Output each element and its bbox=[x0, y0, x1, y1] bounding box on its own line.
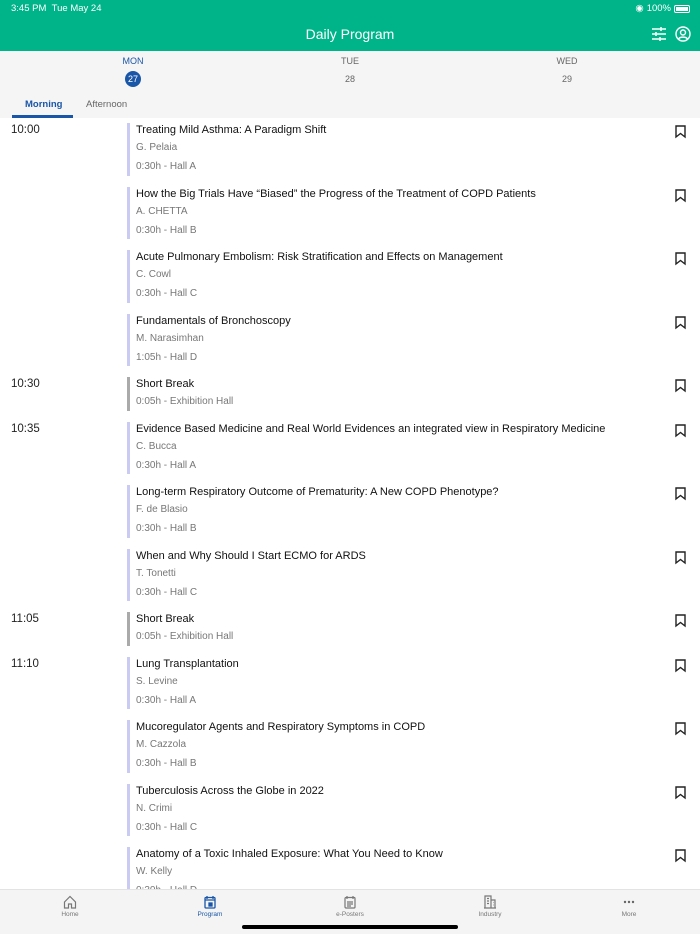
session-color-bar bbox=[127, 250, 130, 303]
session-title: How the Big Trials Have “Biased” the Progress of the Treatment of COPD Patients bbox=[136, 187, 536, 200]
session-color-bar bbox=[127, 485, 130, 538]
session-info: 0:05h - Exhibition Hall bbox=[136, 631, 234, 642]
tab-afternoon[interactable]: Afternoon bbox=[86, 99, 128, 110]
nav-more[interactable] bbox=[599, 895, 659, 918]
session-info: 0:05h - Exhibition Hall bbox=[136, 396, 234, 407]
building-icon bbox=[483, 895, 497, 909]
nav-industry[interactable] bbox=[460, 895, 520, 918]
session-title: Short Break bbox=[136, 378, 195, 390]
session-list[interactable] bbox=[0, 118, 700, 889]
session-title: Long-term Respiratory Outcome of Prematurity: A New COPD Phenotype? bbox=[136, 486, 499, 498]
session-title: Short Break bbox=[136, 613, 195, 625]
nav-label: Industry bbox=[478, 911, 502, 918]
session-title: Acute Pulmonary Embolism: Risk Stratification and Effects on Management bbox=[136, 251, 503, 263]
day-number: 29 bbox=[561, 74, 572, 84]
session-color-bar bbox=[127, 784, 130, 837]
session-title: Treating Mild Asthma: A Paradigm Shift bbox=[136, 124, 327, 136]
session-color-bar bbox=[127, 720, 130, 773]
session-row[interactable] bbox=[0, 245, 700, 309]
day-label: MON bbox=[122, 56, 144, 66]
time-slot: 10:00 bbox=[11, 124, 40, 136]
bottom-nav bbox=[0, 889, 700, 934]
day-selector bbox=[0, 51, 700, 118]
session-speaker: S. Levine bbox=[136, 675, 178, 687]
poster-icon bbox=[343, 895, 357, 909]
nav-home[interactable] bbox=[40, 895, 100, 918]
header-bar bbox=[0, 0, 700, 51]
day-number: 28 bbox=[344, 74, 355, 84]
session-row[interactable] bbox=[0, 309, 700, 373]
session-info: 0:30h - Hall B bbox=[136, 523, 197, 534]
status-right bbox=[635, 3, 690, 14]
session-color-bar bbox=[127, 657, 130, 710]
calendar-icon bbox=[203, 895, 217, 909]
bookmark-icon[interactable] bbox=[675, 316, 686, 329]
session-speaker: F. de Blasio bbox=[136, 504, 188, 515]
bookmark-icon[interactable] bbox=[675, 487, 686, 500]
session-info: 0:30h - Hall B bbox=[136, 224, 197, 236]
session-color-bar bbox=[127, 123, 130, 176]
session-row[interactable] bbox=[0, 118, 700, 182]
session-color-bar bbox=[127, 377, 130, 411]
time-slot: 10:35 bbox=[11, 422, 40, 435]
session-row[interactable] bbox=[0, 652, 700, 716]
session-color-bar bbox=[127, 187, 130, 240]
session-info: 0:30h - Hall A bbox=[136, 459, 197, 471]
wifi-icon: ◉ bbox=[635, 3, 644, 14]
session-row[interactable] bbox=[0, 480, 700, 544]
home-icon bbox=[63, 895, 77, 909]
break-row[interactable] bbox=[0, 607, 700, 652]
more-icon bbox=[622, 895, 636, 909]
status-time bbox=[11, 3, 101, 14]
bookmark-icon[interactable] bbox=[675, 125, 686, 138]
bookmark-icon[interactable] bbox=[675, 189, 686, 202]
bookmark-icon[interactable] bbox=[675, 424, 686, 437]
day-label: WED bbox=[556, 56, 578, 66]
session-title: Anatomy of a Toxic Inhaled Exposure: What You Need to Know bbox=[136, 848, 443, 860]
battery-icon bbox=[674, 5, 690, 13]
session-speaker: M. Narasimhan bbox=[136, 332, 204, 344]
bookmark-icon[interactable] bbox=[675, 614, 686, 627]
nav-eposters[interactable] bbox=[320, 895, 380, 918]
day-label: TUE bbox=[341, 56, 359, 66]
battery-text: 100% bbox=[646, 3, 671, 14]
session-color-bar bbox=[127, 422, 130, 475]
session-title: Lung Transplantation bbox=[136, 657, 239, 670]
session-row[interactable] bbox=[0, 715, 700, 779]
day-wed[interactable] bbox=[537, 56, 597, 87]
bookmark-icon[interactable] bbox=[675, 722, 686, 735]
date: Tue May 24 bbox=[51, 3, 102, 14]
bookmark-icon[interactable] bbox=[675, 551, 686, 564]
session-info: 0:30h - Hall C bbox=[136, 586, 198, 598]
session-info: 0:30h - Hall A bbox=[136, 161, 197, 172]
page-title: Daily Program bbox=[305, 26, 395, 42]
session-color-bar bbox=[127, 549, 130, 602]
session-row[interactable] bbox=[0, 779, 700, 843]
session-speaker: W. Kelly bbox=[136, 866, 173, 877]
session-speaker: C. Bucca bbox=[136, 440, 177, 452]
session-title: Fundamentals of Bronchoscopy bbox=[136, 314, 291, 327]
session-info: 0:30h - Hall B bbox=[136, 758, 197, 769]
time-slot: 11:10 bbox=[11, 657, 39, 670]
nav-label: e-Posters bbox=[336, 911, 364, 918]
session-info: 0:30h - Hall C bbox=[136, 821, 198, 833]
bookmark-icon[interactable] bbox=[675, 786, 686, 799]
session-color-bar bbox=[127, 314, 130, 367]
session-speaker: T. Tonetti bbox=[136, 567, 176, 579]
bookmark-icon[interactable] bbox=[675, 659, 686, 672]
session-speaker: N. Crimi bbox=[136, 802, 173, 814]
session-title: Mucoregulator Agents and Respiratory Symptoms in COPD bbox=[136, 721, 426, 733]
nav-program[interactable] bbox=[180, 895, 240, 918]
time-slot: 11:05 bbox=[11, 613, 39, 625]
bookmark-icon[interactable] bbox=[675, 252, 686, 265]
session-speaker: C. Cowl bbox=[136, 269, 172, 280]
session-title: Evidence Based Medicine and Real World Evidences an integrated view in Respiratory Medicine bbox=[136, 422, 606, 435]
day-mon[interactable] bbox=[103, 56, 163, 87]
home-indicator bbox=[242, 925, 458, 929]
bookmark-icon[interactable] bbox=[675, 379, 686, 392]
bookmark-icon[interactable] bbox=[675, 849, 686, 862]
day-tue[interactable] bbox=[320, 56, 380, 87]
nav-label: Program bbox=[197, 911, 223, 918]
session-title: Tuberculosis Across the Globe in 2022 bbox=[136, 784, 324, 797]
session-speaker: A. CHETTA bbox=[136, 205, 188, 217]
session-info: 0:30h - Hall A bbox=[136, 694, 197, 706]
session-info: 0:30h - Hall C bbox=[136, 288, 198, 299]
clock: 3:45 PM bbox=[11, 3, 47, 14]
filter-icon[interactable] bbox=[651, 26, 667, 42]
session-title: When and Why Should I Start ECMO for ARDS bbox=[136, 549, 366, 562]
profile-icon[interactable] bbox=[675, 26, 691, 42]
session-row[interactable] bbox=[0, 544, 700, 608]
session-speaker: G. Pelaia bbox=[136, 142, 178, 153]
session-speaker: M. Cazzola bbox=[136, 739, 187, 750]
nav-label: Home bbox=[61, 911, 79, 918]
break-row[interactable] bbox=[0, 372, 700, 417]
time-slot: 10:30 bbox=[11, 378, 40, 390]
tab-morning[interactable]: Morning bbox=[25, 99, 63, 110]
session-row[interactable] bbox=[0, 182, 700, 246]
session-row[interactable] bbox=[0, 417, 700, 481]
session-info: 1:05h - Hall D bbox=[136, 351, 198, 363]
day-number: 27 bbox=[125, 71, 141, 87]
session-color-bar bbox=[127, 612, 130, 646]
nav-label: More bbox=[621, 911, 637, 918]
